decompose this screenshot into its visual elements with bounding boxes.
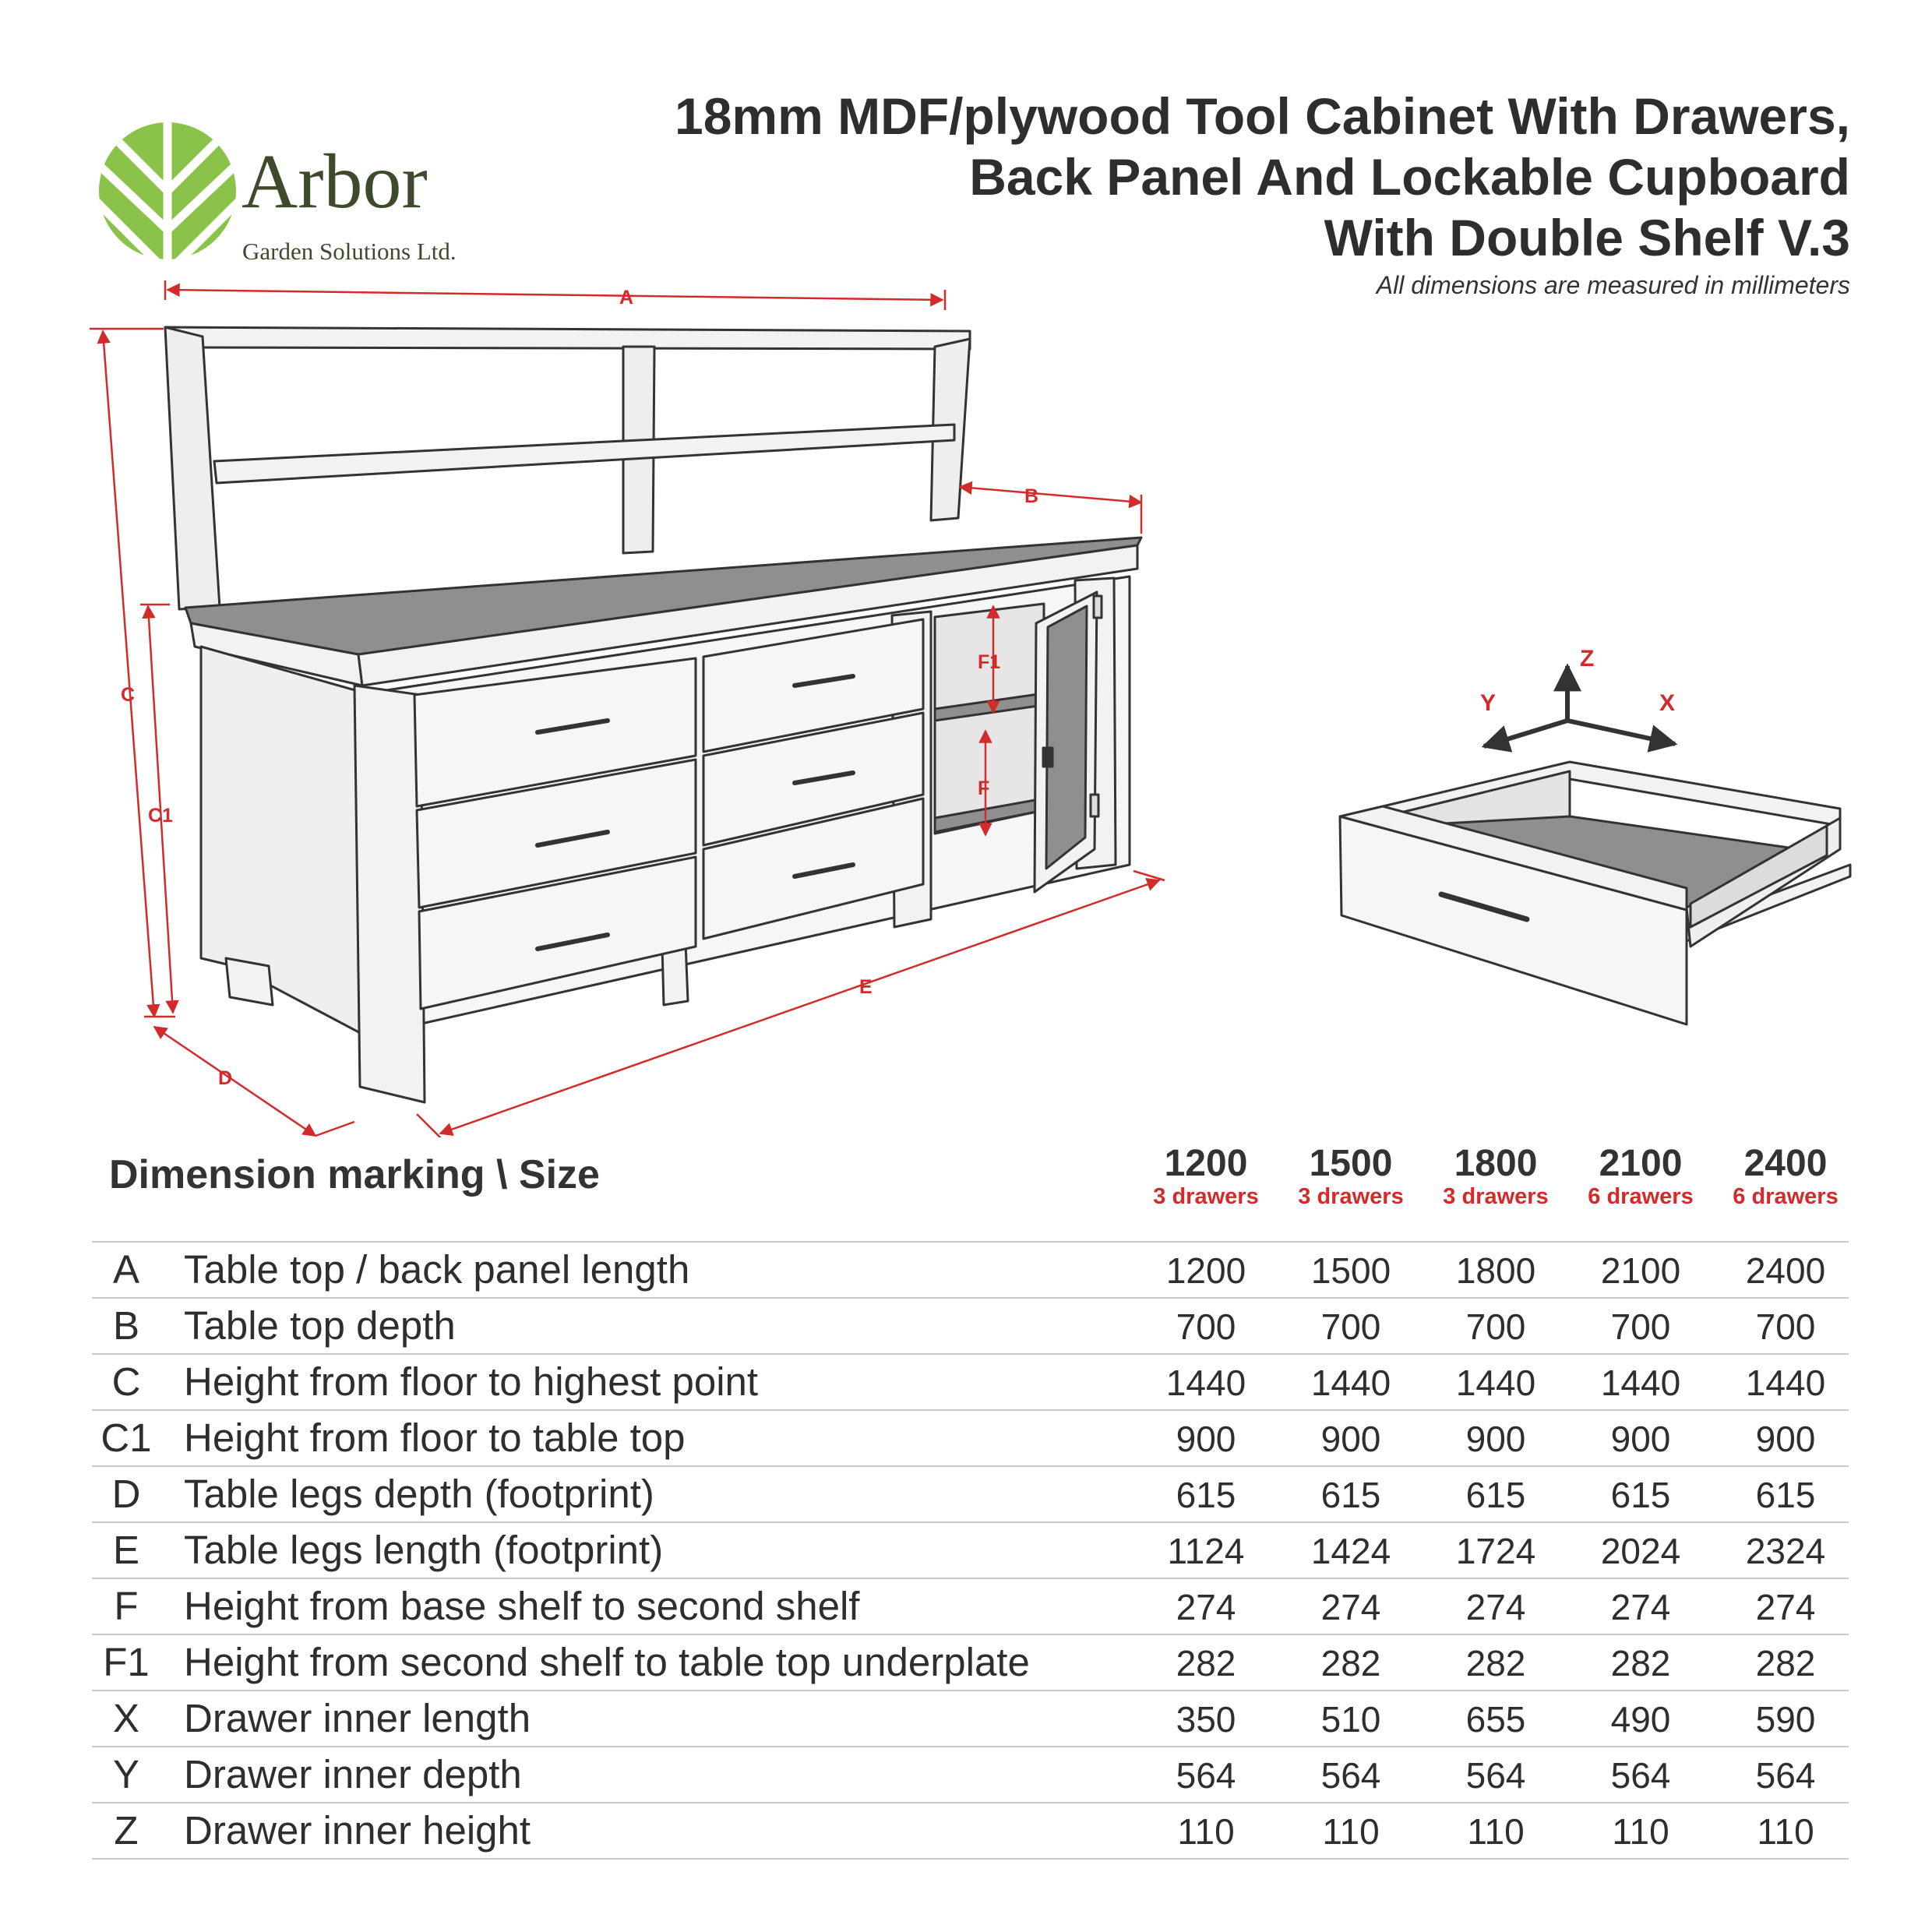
dimension-value: 700 bbox=[1610, 1306, 1671, 1347]
dimension-value: 1440 bbox=[1600, 1363, 1681, 1403]
dim-line-b bbox=[960, 487, 1141, 502]
dimension-value: 110 bbox=[1757, 1811, 1814, 1852]
size-value: 1800 bbox=[1454, 1143, 1538, 1184]
dimension-mark: B bbox=[112, 1303, 140, 1348]
drawer-count: 6 drawers bbox=[1588, 1184, 1694, 1209]
dimension-value: 900 bbox=[1320, 1419, 1381, 1459]
back-panel-left-post bbox=[165, 327, 220, 609]
dimension-mark: D bbox=[111, 1472, 141, 1516]
size-value: 1200 bbox=[1164, 1143, 1248, 1184]
dimension-value: 110 bbox=[1467, 1811, 1525, 1852]
axis-y-arrow bbox=[1484, 721, 1567, 746]
dimension-description: Height from floor to table top bbox=[184, 1416, 686, 1460]
dimension-value: 274 bbox=[1465, 1587, 1526, 1627]
dimension-value: 110 bbox=[1322, 1811, 1380, 1852]
size-column-header bbox=[1713, 1144, 1858, 1209]
door-hinge-icon bbox=[1094, 596, 1102, 618]
dimension-value: 700 bbox=[1755, 1306, 1816, 1347]
dimension-value: 282 bbox=[1176, 1643, 1236, 1683]
table-row bbox=[92, 1411, 1849, 1467]
units-note: All dimensions are measured in millimeters bbox=[1376, 271, 1850, 299]
dimension-value: 900 bbox=[1755, 1419, 1816, 1459]
dimension-value: 615 bbox=[1465, 1475, 1526, 1515]
dimension-value: 282 bbox=[1320, 1643, 1381, 1683]
dimension-value: 282 bbox=[1610, 1643, 1671, 1683]
dimension-description: Table legs depth (footprint) bbox=[184, 1472, 654, 1516]
cabinet-illustration bbox=[165, 327, 1141, 1102]
size-value: 2400 bbox=[1743, 1143, 1828, 1184]
size-column-header bbox=[1278, 1144, 1423, 1209]
dimension-value: 700 bbox=[1465, 1306, 1526, 1347]
dimension-mark: E bbox=[112, 1528, 140, 1572]
dimension-description: Height from base shelf to second shelf bbox=[184, 1584, 860, 1628]
dimension-value: 1500 bbox=[1310, 1250, 1391, 1291]
dimension-description: Drawer inner length bbox=[184, 1696, 531, 1740]
dimension-value: 590 bbox=[1755, 1699, 1816, 1740]
drawer-count: 3 drawers bbox=[1443, 1184, 1549, 1209]
dim-label-a: A bbox=[619, 287, 634, 308]
dimension-value: 700 bbox=[1320, 1306, 1381, 1347]
dimension-mark: C1 bbox=[100, 1416, 152, 1460]
upper-shelf bbox=[214, 425, 954, 483]
size-column-header bbox=[1133, 1144, 1278, 1209]
size-value: 2100 bbox=[1599, 1143, 1683, 1184]
door-hinge-icon bbox=[1091, 795, 1098, 816]
dimension-value: 655 bbox=[1465, 1699, 1526, 1740]
drawer-count: 3 drawers bbox=[1298, 1184, 1404, 1209]
title-line: With Double Shelf V.3 bbox=[1324, 209, 1850, 266]
dimension-value: 615 bbox=[1755, 1475, 1816, 1515]
axis-label-z: Z bbox=[1580, 646, 1595, 672]
drawer-count: 6 drawers bbox=[1733, 1184, 1839, 1209]
dimension-value: 1124 bbox=[1167, 1531, 1245, 1571]
dimension-description: Table top / back panel length bbox=[184, 1247, 690, 1292]
table-header-label: Dimension marking \ Size bbox=[109, 1152, 600, 1197]
title-line: 18mm MDF/plywood Tool Cabinet With Drawers, bbox=[675, 87, 1850, 145]
dimension-value: 490 bbox=[1610, 1699, 1671, 1740]
table-row bbox=[92, 1243, 1849, 1299]
dimension-value: 700 bbox=[1176, 1306, 1236, 1347]
dimension-value: 2400 bbox=[1745, 1250, 1826, 1291]
size-column-header bbox=[1423, 1144, 1568, 1209]
cupboard-door-panel bbox=[1046, 606, 1087, 869]
table-row bbox=[92, 1803, 1849, 1860]
dim-line-c bbox=[103, 331, 154, 1017]
dimension-value: 564 bbox=[1465, 1755, 1526, 1796]
dimension-mark: X bbox=[112, 1696, 140, 1740]
dimension-value: 110 bbox=[1612, 1811, 1669, 1852]
logo-tagline: Garden Solutions Ltd. bbox=[242, 238, 457, 265]
dimension-mark: F bbox=[114, 1584, 139, 1628]
dim-label-d: D bbox=[218, 1067, 233, 1089]
dimension-value: 615 bbox=[1610, 1475, 1671, 1515]
axis-label-x: X bbox=[1659, 690, 1676, 716]
dimension-description: Table legs length (footprint) bbox=[184, 1528, 664, 1572]
dimension-value: 1800 bbox=[1455, 1250, 1536, 1291]
dimension-value: 615 bbox=[1320, 1475, 1381, 1515]
size-value: 1500 bbox=[1309, 1143, 1393, 1184]
dimension-value: 2324 bbox=[1745, 1531, 1826, 1571]
dimension-value: 900 bbox=[1176, 1419, 1236, 1459]
size-column-header bbox=[1568, 1144, 1713, 1209]
dimension-value: 1724 bbox=[1455, 1531, 1536, 1571]
dimension-value: 1440 bbox=[1165, 1363, 1246, 1403]
dimension-value: 564 bbox=[1610, 1755, 1671, 1796]
dimension-value: 2024 bbox=[1600, 1531, 1681, 1571]
dimension-value: 510 bbox=[1320, 1699, 1381, 1740]
dim-label-e: E bbox=[859, 976, 873, 998]
table-row bbox=[92, 1299, 1849, 1355]
dimension-value: 564 bbox=[1755, 1755, 1816, 1796]
front-left-leg bbox=[354, 686, 425, 1102]
dim-label-c: C bbox=[121, 684, 136, 706]
dim-label-f1: F1 bbox=[978, 651, 1001, 673]
dimension-value: 564 bbox=[1176, 1755, 1236, 1796]
dimension-value: 1440 bbox=[1745, 1363, 1826, 1403]
table-row bbox=[92, 1467, 1849, 1523]
door-lock-icon bbox=[1043, 748, 1052, 767]
table-row bbox=[92, 1635, 1849, 1691]
dimension-mark: Y bbox=[112, 1752, 140, 1796]
dim-label-c1: C1 bbox=[148, 805, 173, 827]
dimension-value: 282 bbox=[1465, 1643, 1526, 1683]
dimension-value: 564 bbox=[1320, 1755, 1381, 1796]
dimension-value: 274 bbox=[1755, 1587, 1816, 1627]
dim-line-a bbox=[167, 290, 943, 300]
table-row bbox=[92, 1523, 1849, 1579]
table-row bbox=[92, 1579, 1849, 1635]
dimension-value: 274 bbox=[1320, 1587, 1381, 1627]
dimension-value: 350 bbox=[1176, 1699, 1236, 1740]
drawer-count: 3 drawers bbox=[1153, 1184, 1259, 1209]
back-left-leg bbox=[226, 958, 273, 1005]
title-line: Back Panel And Lockable Cupboard bbox=[969, 148, 1850, 206]
back-panel-top-rail bbox=[165, 327, 970, 349]
logo-name: Arbor bbox=[242, 138, 428, 224]
dimension-mark: Z bbox=[114, 1808, 139, 1853]
dimension-description: Drawer inner depth bbox=[184, 1752, 522, 1796]
axis-x-arrow bbox=[1567, 721, 1675, 744]
dimension-description: Table top depth bbox=[184, 1303, 456, 1348]
cabinet-left-side bbox=[201, 647, 366, 1036]
dimension-value: 274 bbox=[1176, 1587, 1236, 1627]
table-row bbox=[92, 1747, 1849, 1803]
axis-label-y: Y bbox=[1480, 690, 1497, 716]
dimension-description: Height from floor to highest point bbox=[184, 1359, 759, 1404]
dim-label-b: B bbox=[1024, 485, 1039, 507]
dimension-description: Drawer inner height bbox=[184, 1808, 531, 1853]
dimension-mark: A bbox=[112, 1247, 140, 1292]
dimension-value: 1200 bbox=[1165, 1250, 1246, 1291]
dim-line-d bbox=[154, 1027, 316, 1136]
dimension-value: 900 bbox=[1610, 1419, 1671, 1459]
dimension-table bbox=[92, 1241, 1849, 1860]
dim-label-f: F bbox=[978, 777, 990, 799]
dimension-value: 2100 bbox=[1600, 1250, 1681, 1291]
dimension-value: 110 bbox=[1177, 1811, 1235, 1852]
table-row bbox=[92, 1355, 1849, 1411]
dimension-value: 1424 bbox=[1310, 1531, 1391, 1571]
axis-indicator bbox=[1484, 666, 1675, 746]
dimension-mark: C bbox=[111, 1359, 141, 1404]
dimension-value: 274 bbox=[1610, 1587, 1671, 1627]
dimension-value: 282 bbox=[1755, 1643, 1816, 1683]
table-row bbox=[92, 1691, 1849, 1747]
dimension-mark: F1 bbox=[103, 1640, 150, 1684]
dimension-description: Height from second shelf to table top underplate bbox=[184, 1640, 1030, 1684]
dimension-value: 1440 bbox=[1310, 1363, 1391, 1403]
drawer-illustration bbox=[1340, 762, 1850, 1024]
dimension-value: 615 bbox=[1176, 1475, 1236, 1515]
dimension-value: 1440 bbox=[1455, 1363, 1536, 1403]
dimension-value: 900 bbox=[1465, 1419, 1526, 1459]
